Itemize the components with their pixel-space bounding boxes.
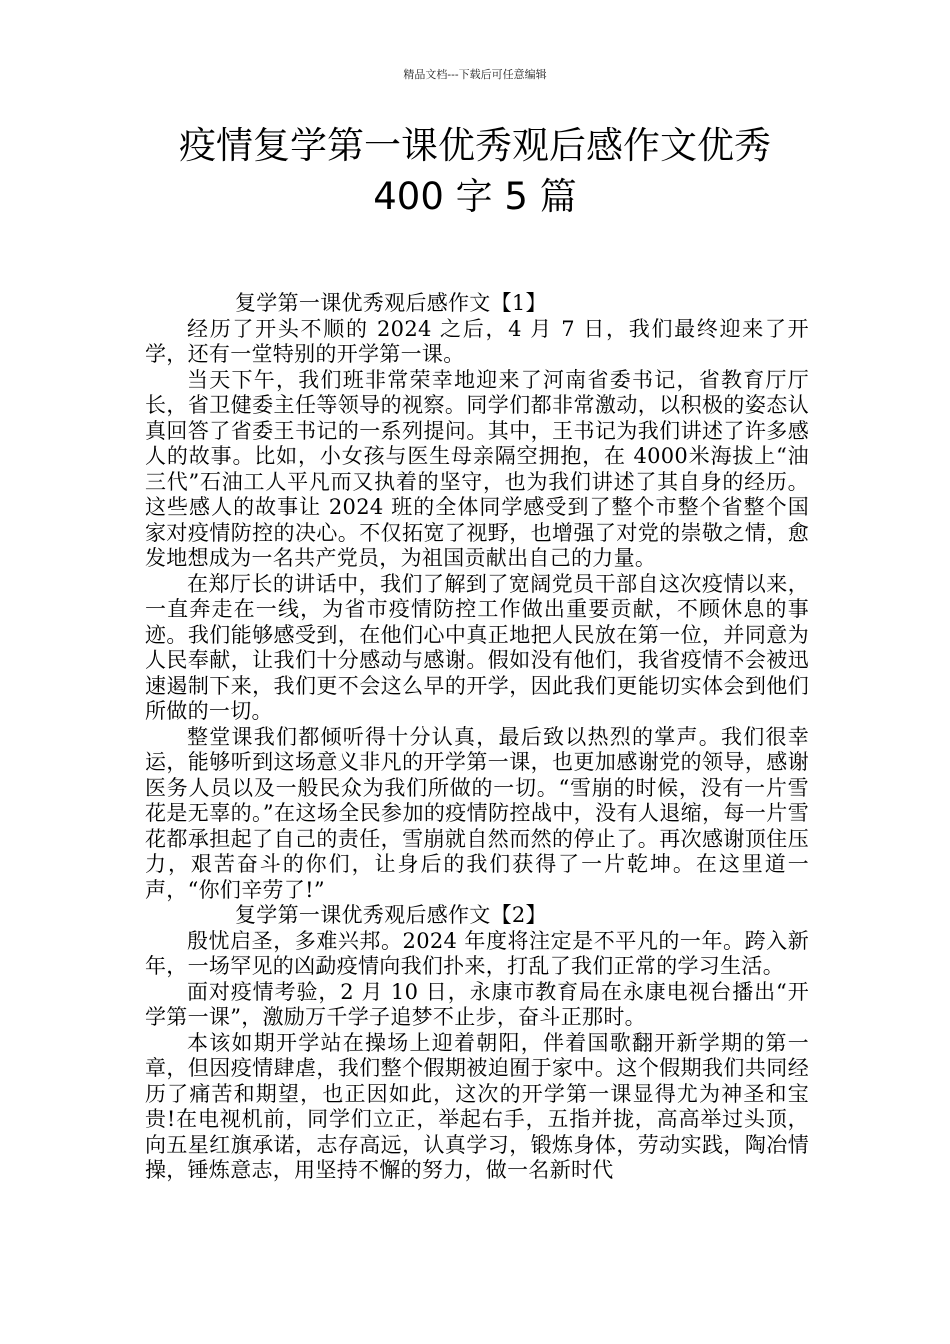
paragraph: 整堂课我们都倾听得十分认真，最后致以热烈的掌声。我们很幸运，能够听到这场意义非凡的开学第一课，也更加感谢党的领导，感谢医务人员以及一般民众为我们所做的一切。“雪崩的时候，没有一片雪花是无辜的。”在这场全民参加的疫情防控战中，没有人退缩，每一片雪花都承担起了自己的责任，雪崩就自然而然的停止了。再次感谢顶住压力，艰苦奋斗的你们，让身后的我们获得了一片乾坤。在这里道一声，“你们辛劳了!” bbox=[145, 724, 809, 902]
paragraph: 本该如期开学站在操场上迎着朝阳，伴着国歌翻开新学期的第一章，但因疫情肆虐，我们整个假期被迫囿于家中。这个假期我们共同经历了痛苦和期望，也正因如此，这次的开学第一课显得尤为神圣和宝贵!在电视机前，同学们立正，举起右手，五指并拢，高高举过头顶，向五星红旗承诺，志存高远，认真学习，锻炼身体，劳动实践，陶冶情操，锤炼意志，用坚持不懈的努力，做一名新时代 bbox=[145, 1030, 809, 1182]
paragraph: 殷忧启圣，多难兴邦。2024 年度将注定是不平凡的一年。跨入新年，一场罕见的凶勐疫情向我们扑来，打乱了我们正常的学习生活。 bbox=[145, 928, 809, 978]
title-line-1: 疫情复学第一课优秀观后感作文优秀 bbox=[179, 124, 771, 167]
paragraph: 当天下午，我们班非常荣幸地迎来了河南省委书记，省教育厅厅长，省卫健委主任等领导的视察。同学们都非常激动，以积极的姿态认真回答了省委王书记的一系列提问。其中，王书记为我们讲述了许多感人的故事。比如，小女孩与医生母亲隔空拥抱，在 4000米海拔上“油三代”石油工人平凡而又执着的坚守，也为我们讲述了其自身的经历。这些感人的故事让 2024 班的全体同学感受到了整个市整个省整个国家对疫情防控的决心。不仅拓宽了视野，也增强了对党的崇敬之情，愈发地想成为一名共产党员，为祖国贡献出自己的力量。 bbox=[145, 367, 809, 570]
section-heading: 复学第一课优秀观后感作文【1】 bbox=[235, 291, 547, 315]
title-line-2: 400 字 5 篇 bbox=[373, 175, 577, 218]
document-title bbox=[100, 120, 850, 222]
paragraph: 经历了开头不顺的 2024 之后，4 月 7 日，我们最终迎来了开学，还有一堂特别的开学第一课。 bbox=[145, 316, 809, 366]
document-body bbox=[145, 291, 809, 1184]
section-heading: 复学第一课优秀观后感作文【2】 bbox=[235, 903, 547, 927]
page-header: 精品文档---下载后可任意编辑 bbox=[403, 68, 547, 81]
paragraph: 面对疫情考验，2 月 10 日，永康市教育局在永康电视台播出“开学第一课”，激励万千学子追梦不止步，奋斗正那时。 bbox=[145, 979, 809, 1029]
paragraph: 在郑厅长的讲话中，我们了解到了宽阔党员干部自这次疫情以来，一直奔走在一线，为省市疫情防控工作做出重要贡献，不顾休息的事迹。我们能够感受到，在他们心中真正地把人民放在第一位，并同意为人民奉献，让我们十分感动与感谢。假如没有他们，我省疫情不会被迅速遏制下来，我们更不会这么早的开学，因此我们更能切实体会到他们所做的一切。 bbox=[145, 571, 809, 723]
